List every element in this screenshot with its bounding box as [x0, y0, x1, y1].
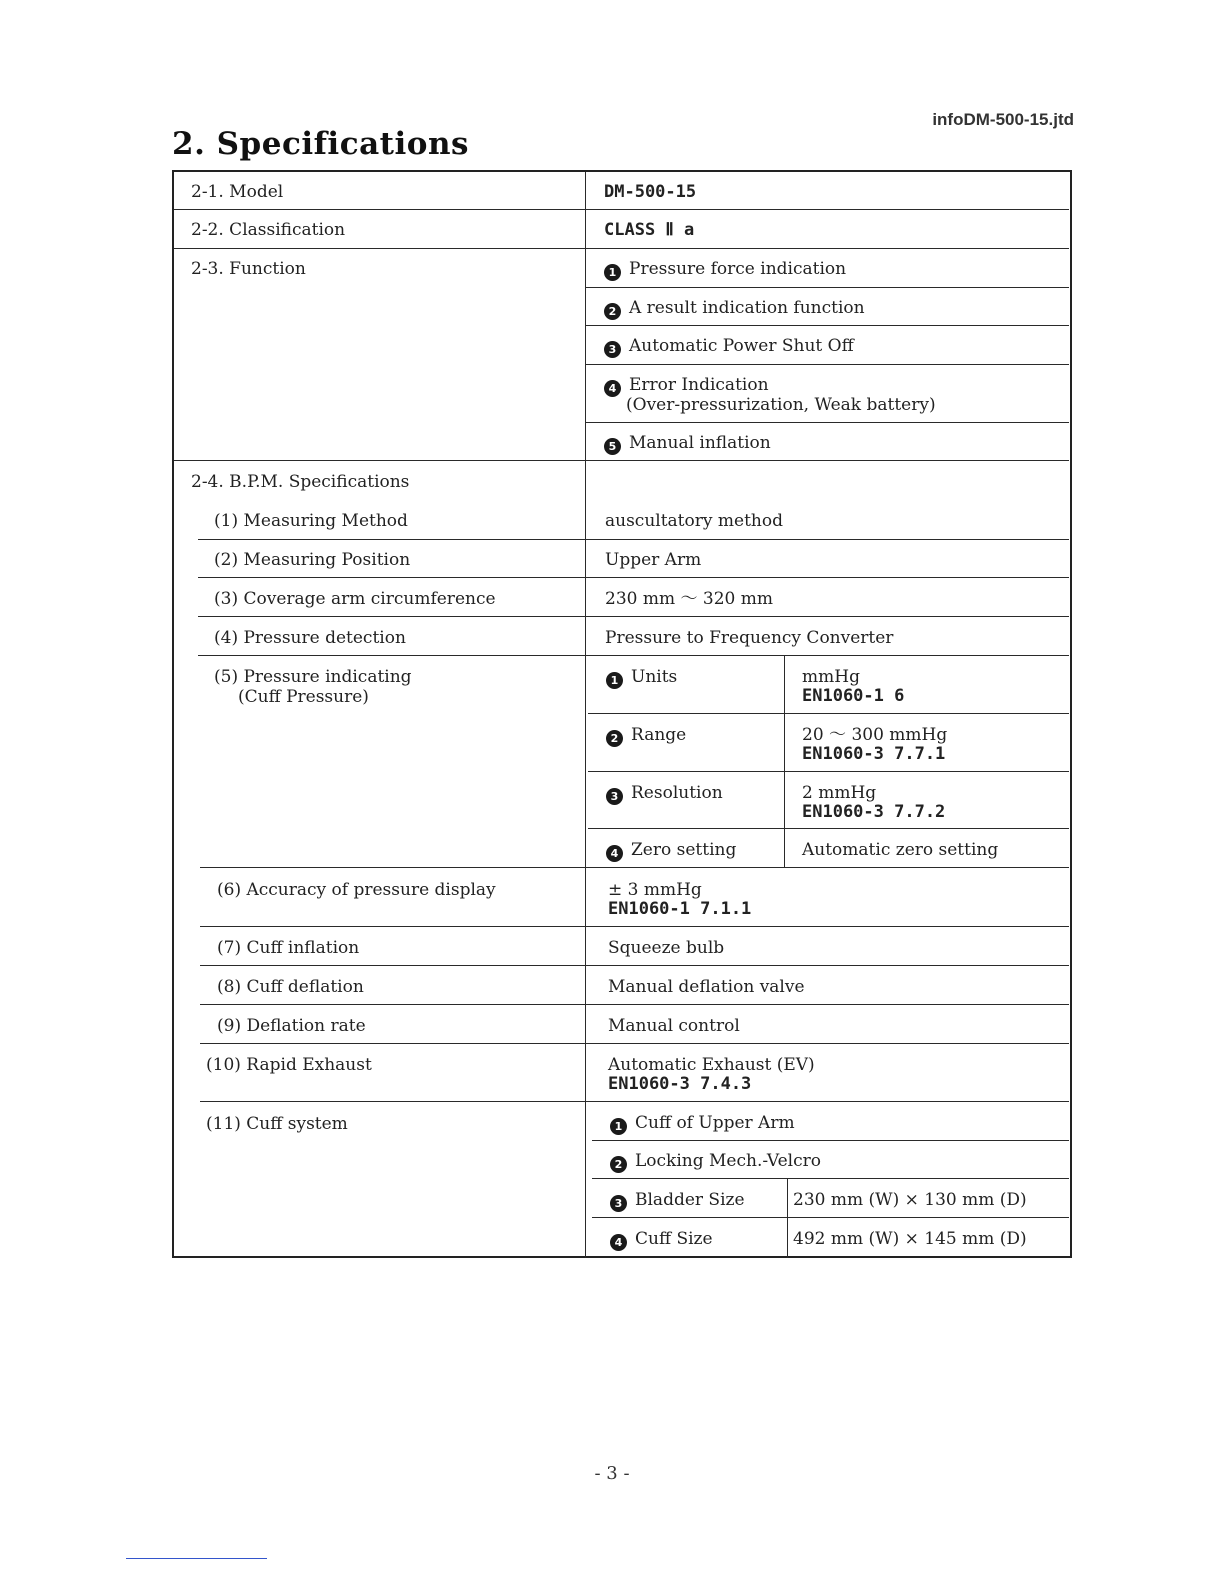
bullet-1-icon: 1	[604, 264, 621, 281]
resolution-label: 3 Resolution	[606, 783, 723, 805]
row-divider	[200, 926, 1069, 927]
cuff-size-label: 4 Cuff Size	[610, 1229, 713, 1251]
row-divider	[174, 248, 1069, 249]
bullet-3-icon: 3	[606, 788, 623, 805]
bullet-5-icon: 5	[604, 438, 621, 455]
pressure-detection-value: Pressure to Frequency Converter	[605, 628, 894, 648]
resolution-ref: EN1060-3 7.7.2	[802, 802, 946, 822]
measuring-position-label: (2) Measuring Position	[214, 550, 411, 570]
row-divider	[200, 867, 1069, 868]
bullet-3-icon: 3	[610, 1195, 627, 1212]
row-divider	[586, 364, 1069, 365]
accuracy-label: (6) Accuracy of pressure display	[217, 880, 496, 900]
bullet-2-icon: 2	[606, 730, 623, 747]
column-divider	[784, 655, 785, 867]
row-divider	[174, 460, 1069, 461]
row-divider	[592, 1140, 1069, 1141]
bladder-size-value: 230 mm (W) × 130 mm (D)	[793, 1190, 1027, 1210]
model-value: DM-500-15	[604, 182, 697, 202]
function-item: 2 A result indication function	[604, 298, 865, 320]
deflation-value: Manual deflation valve	[608, 977, 805, 997]
row-divider	[174, 209, 1069, 210]
row-divider	[588, 771, 1069, 772]
row-divider	[200, 1004, 1069, 1005]
bullet-2-icon: 2	[604, 303, 621, 320]
row-divider	[200, 1043, 1069, 1044]
column-divider	[585, 172, 586, 1258]
row-divider	[198, 539, 1069, 540]
function-item: 3 Automatic Power Shut Off	[604, 336, 854, 358]
row-divider	[588, 713, 1069, 714]
deflation-rate-value: Manual control	[608, 1016, 740, 1036]
bullet-4-icon: 4	[604, 380, 621, 397]
column-divider	[787, 1178, 788, 1258]
measuring-method-value: auscultatory method	[605, 511, 783, 531]
row-divider	[586, 287, 1069, 288]
coverage-value: 230 mm ～ 320 mm	[605, 589, 773, 609]
function-item-detail: (Over-pressurization, Weak battery)	[626, 395, 936, 415]
classification-value: CLASS Ⅱ a	[604, 220, 695, 240]
units-ref: EN1060-1 6	[802, 686, 905, 706]
rapid-exhaust-value: Automatic Exhaust (EV)	[608, 1055, 815, 1075]
row-divider	[588, 828, 1069, 829]
range-label: 2 Range	[606, 725, 686, 747]
row-divider	[198, 655, 1069, 656]
model-label: 2-1. Model	[191, 182, 284, 202]
pressure-detection-label: (4) Pressure detection	[214, 628, 406, 648]
function-item: 5 Manual inflation	[604, 433, 771, 455]
cuff-system-label: (11) Cuff system	[206, 1114, 348, 1134]
cuff-size-value: 492 mm (W) × 145 mm (D)	[793, 1229, 1027, 1249]
pressure-indicating-sublabel: (Cuff Pressure)	[238, 687, 369, 707]
bullet-1-icon: 1	[610, 1118, 627, 1135]
bullet-4-icon: 4	[610, 1234, 627, 1251]
inflation-value: Squeeze bulb	[608, 938, 725, 958]
function-item: 4 Error Indication	[604, 375, 769, 397]
units-label: 1 Units	[606, 667, 677, 689]
page-title: 2. Specifications	[172, 126, 469, 162]
function-item: 1 Pressure force indication	[604, 259, 846, 281]
row-divider	[200, 965, 1069, 966]
accuracy-ref: EN1060-1 7.1.1	[608, 899, 752, 919]
bullet-3-icon: 3	[604, 341, 621, 358]
row-divider	[198, 577, 1069, 578]
locking-item: 2 Locking Mech.-Velcro	[610, 1151, 821, 1173]
classification-label: 2-2. Classification	[191, 220, 346, 240]
footer-rule	[126, 1558, 267, 1559]
row-divider	[592, 1217, 1069, 1218]
zero-setting-label: 4 Zero setting	[606, 840, 736, 862]
spec-table	[172, 170, 1072, 1258]
bpm-label: 2-4. B.P.M. Specifications	[191, 472, 410, 492]
page-number: - 3 -	[594, 1463, 630, 1484]
rapid-exhaust-ref: EN1060-3 7.4.3	[608, 1074, 752, 1094]
range-value: 20 ～ 300 mmHg	[802, 725, 948, 745]
coverage-label: (3) Coverage arm circumference	[214, 589, 496, 609]
doc-id: infoDM-500-15.jtd	[932, 110, 1074, 129]
row-divider	[592, 1178, 1069, 1179]
row-divider	[198, 616, 1069, 617]
units-value: mmHg	[802, 667, 860, 687]
resolution-value: 2 mmHg	[802, 783, 877, 803]
range-ref: EN1060-3 7.7.1	[802, 744, 946, 764]
bullet-4-icon: 4	[606, 845, 623, 862]
inflation-label: (7) Cuff inflation	[217, 938, 360, 958]
row-divider	[586, 422, 1069, 423]
row-divider	[586, 325, 1069, 326]
accuracy-value: ± 3 mmHg	[608, 880, 702, 900]
bullet-2-icon: 2	[610, 1156, 627, 1173]
measuring-method-label: (1) Measuring Method	[214, 511, 408, 531]
bladder-size-label: 3 Bladder Size	[610, 1190, 745, 1212]
deflation-label: (8) Cuff deflation	[217, 977, 364, 997]
measuring-position-value: Upper Arm	[605, 550, 702, 570]
row-divider	[200, 1101, 1069, 1102]
pressure-indicating-label: (5) Pressure indicating	[214, 667, 412, 687]
bullet-1-icon: 1	[606, 672, 623, 689]
rapid-exhaust-label: (10) Rapid Exhaust	[206, 1055, 372, 1075]
zero-setting-value: Automatic zero setting	[802, 840, 999, 860]
function-label: 2-3. Function	[191, 259, 306, 279]
deflation-rate-label: (9) Deflation rate	[217, 1016, 366, 1036]
cuff-item: 1 Cuff of Upper Arm	[610, 1113, 795, 1135]
